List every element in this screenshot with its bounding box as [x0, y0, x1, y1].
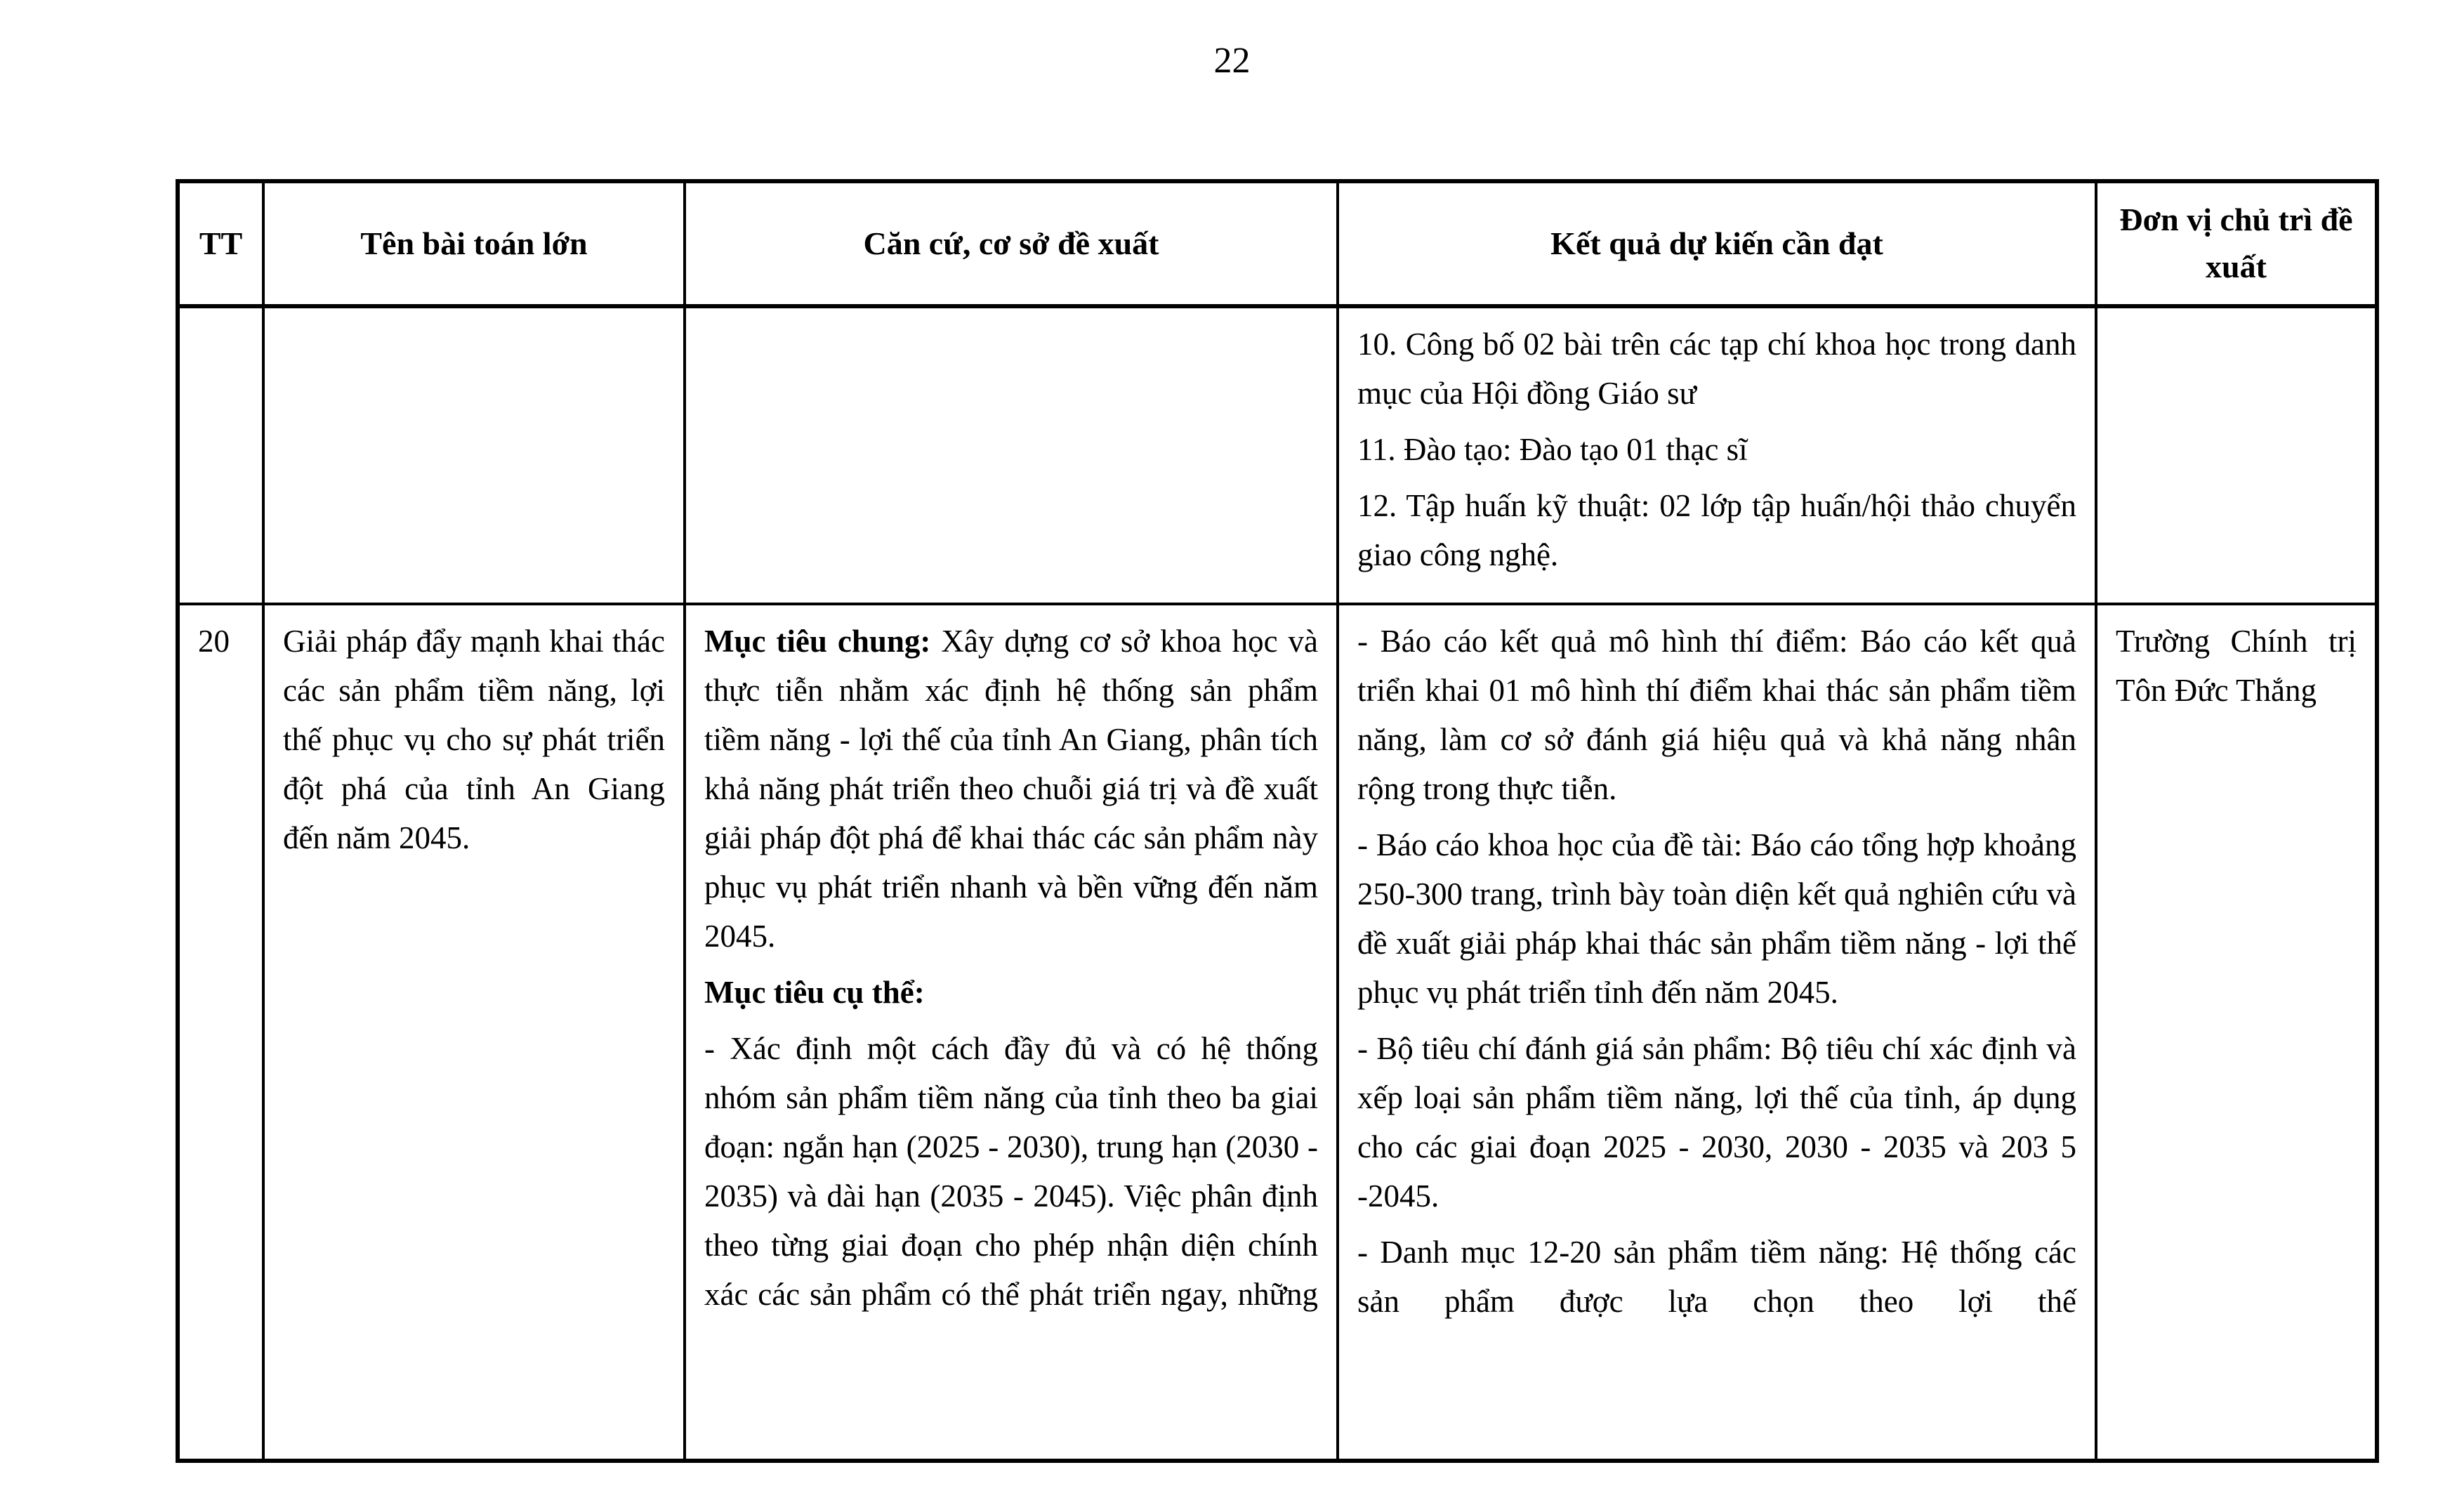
- table-row-20: [178, 604, 2377, 1461]
- paragraph: [704, 1024, 1318, 1319]
- paragraph-text: - Xác định một cách đầy đủ và có hệ thống nhóm sản phẩm tiềm năng của tỉnh theo ba giai đoạn: ngắn hạn (2025 - 2030), trung hạn (2030 - 2035) và dài hạn (2035 - 2045). Việc phân định theo từng giai đoạn cho phép nhận diện chính xác các sản phẩm có thể phát triển ngay, những: [704, 1031, 1318, 1312]
- cell-ket-qua: [1338, 604, 2096, 1461]
- header-can-cu: Căn cứ, cơ sở đề xuất: [685, 181, 1338, 306]
- page-number: 22: [1213, 41, 1251, 81]
- cell-ten-bai-toan: Giải pháp đẩy mạnh khai thác các sản phẩm tiềm năng, lợi thế phục vụ cho sự phát triển đột phá của tỉnh An Giang đến năm 2045.: [263, 604, 685, 1461]
- cell-tt: 20: [178, 604, 263, 1461]
- header-don-vi: Đơn vị chủ trì đề xuất: [2096, 181, 2377, 306]
- cell-tt: [178, 306, 263, 604]
- cell-ket-qua: [1338, 306, 2096, 604]
- paragraph: - Báo cáo khoa học của đề tài: Báo cáo tổng hợp khoảng 250-300 trang, trình bày toàn diện kết quả nghiên cứu và đề xuất giải pháp khai thác sản phẩm tiềm năng - lợi thế phục vụ phát triển tỉnh đến năm 2045.: [1357, 827, 2076, 1010]
- header-tt: TT: [178, 181, 263, 306]
- bold-lead: Mục tiêu cụ thể:: [704, 975, 925, 1010]
- cell-can-cu: [685, 604, 1338, 1461]
- table-row-continuation: [178, 306, 2377, 604]
- cell-don-vi: Trường Chính trị Tôn Đức Thắng: [2096, 604, 2377, 1461]
- paragraph: [704, 968, 1318, 1017]
- cell-ten-bai-toan: [263, 306, 685, 604]
- cell-don-vi: [2096, 306, 2377, 604]
- paragraph: - Danh mục 12-20 sản phẩm tiềm năng: Hệ thống các sản phẩm được lựa chọn theo lợi thế: [1357, 1235, 2076, 1319]
- bold-lead: Mục tiêu chung:: [704, 624, 931, 659]
- paragraph: - Báo cáo kết quả mô hình thí điểm: Báo cáo kết quả triển khai 01 mô hình thí điểm khai thác sản phẩm tiềm năng, làm cơ sở đánh giá hiệu quả và khả năng nhân rộng trong thực tiễn.: [1357, 624, 2076, 806]
- paragraph: 11. Đào tạo: Đào tạo 01 thạc sĩ: [1357, 432, 1748, 467]
- paragraph-text: Xây dựng cơ sở khoa học và thực tiễn nhằm xác định hệ thống sản phẩm tiềm năng - lợi thế của tỉnh An Giang, phân tích khả năng phát triển theo chuỗi giá trị và đề xuất giải pháp đột phá để khai thác các sản phẩm này phục vụ phát triển nhanh và bền vững đến năm 2045.: [704, 624, 1319, 954]
- paragraph: [704, 617, 1318, 961]
- cell-can-cu: [685, 306, 1338, 604]
- header-ten-bai-toan: Tên bài toán lớn: [263, 181, 685, 306]
- proposal-table: [176, 179, 2379, 1463]
- paragraph: 12. Tập huấn kỹ thuật: 02 lớp tập huấn/hội thảo chuyển giao công nghệ.: [1357, 488, 2076, 572]
- paragraph: 10. Công bố 02 bài trên các tạp chí khoa học trong danh mục của Hội đồng Giáo sư: [1357, 327, 2076, 411]
- paragraph: - Bộ tiêu chí đánh giá sản phẩm: Bộ tiêu chí xác định và xếp loại sản phẩm tiềm năng, lợi thế của tỉnh, áp dụng cho các giai đoạn 2025 - 2030, 2030 - 2035 và 203 5 -2045.: [1357, 1031, 2076, 1214]
- table-header-row: [178, 181, 2377, 306]
- header-ket-qua: Kết quả dự kiến cần đạt: [1338, 181, 2096, 306]
